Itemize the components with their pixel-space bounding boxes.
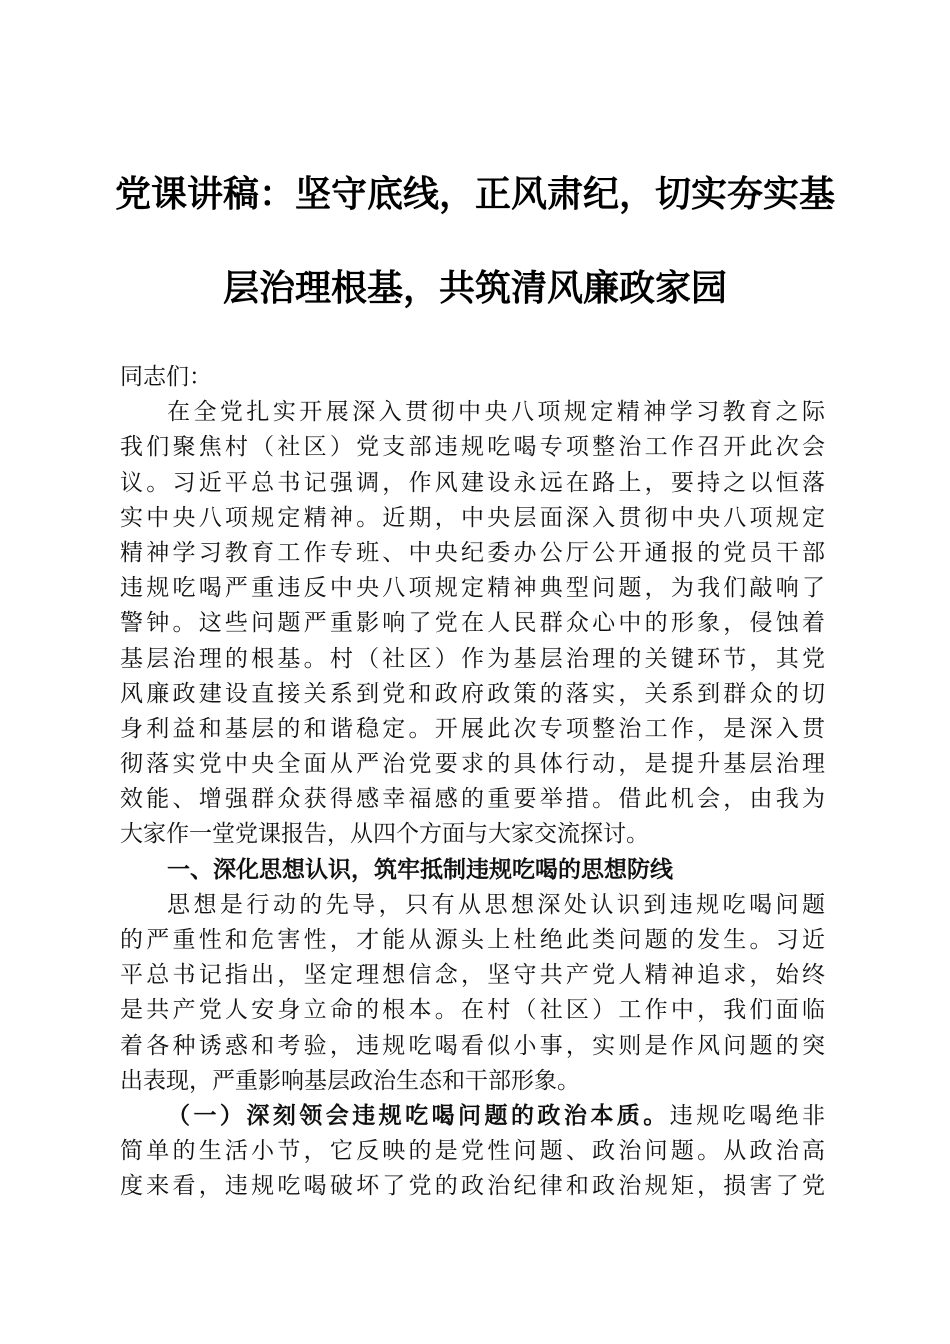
intro-line: 违规吃喝严重违反中央八项规定精神典型问题，为我们敲响了 (120, 575, 825, 602)
subsection-first-line (120, 1099, 825, 1134)
intro-line: 我们聚焦村（社区）党支部违规吃喝专项整治工作召开此次会 (120, 434, 825, 461)
intro-line: 大家作一堂党课报告，从四个方面与大家交流探讨。 (120, 821, 649, 848)
intro-line: 风廉政建设直接关系到党和政府政策的落实，关系到群众的切 (120, 680, 825, 707)
intro-line: 精神学习教育工作专班、中央纪委办公厅公开通报的党员干部 (120, 539, 825, 566)
intro-line: 基层治理的根基。村（社区）作为基层治理的关键环节，其党 (120, 645, 825, 672)
subsection-line: 简单的生活小节，它反映的是党性问题、政治问题。从政治高 (120, 1138, 825, 1165)
section-paragraph-line: 着各种诱惑和考验，违规吃喝看似小事，实则是作风问题的突 (120, 1032, 825, 1059)
section-heading: 一、深化思想认识，筑牢抵制违规吃喝的思想防线 (167, 856, 673, 883)
section-paragraph-line: 的严重性和危害性，才能从源头上杜绝此类问题的发生。习近 (120, 927, 825, 953)
intro-line: 在全党扎实开展深入贯彻中央八项规定精神学习教育之际 (167, 399, 825, 426)
document-title-line-2: 层治理根基，共筑清风廉政家园 (222, 268, 727, 309)
subsection-line: 度来看，违规吃喝破坏了党的政治纪律和政治规矩，损害了党 (120, 1173, 825, 1200)
intro-line: 议。习近平总书记强调，作风建设永远在路上，要持之以恒落 (120, 469, 825, 496)
document-title-line-1: 党课讲稿：坚守底线，正风肃纪，切实夯实基 (114, 174, 835, 215)
section-paragraph-line: 是共产党人安身立命的根本。在村（社区）工作中，我们面临 (120, 997, 825, 1024)
subsection-heading: （一）深刻领会违规吃喝问题的政治本质。 (167, 1102, 670, 1129)
intro-line: 实中央八项规定精神。近期，中央层面深入贯彻中央八项规定 (120, 504, 825, 531)
intro-line: 身利益和基层的和谐稳定。开展此次专项整治工作，是深入贯 (120, 715, 825, 742)
document-body (120, 360, 825, 1205)
intro-line: 效能、增强群众获得感幸福感的重要举措。借此机会，由我为 (120, 786, 825, 813)
intro-line: 彻落实党中央全面从严治党要求的具体行动，是提升基层治理 (120, 751, 825, 778)
section-paragraph-line: 思想是行动的先导，只有从思想深处认识到违规吃喝问题 (167, 891, 825, 918)
section-paragraph-line: 出表现，严重影响基层政治生态和干部形象。 (120, 1067, 580, 1094)
salutation: 同志们： (120, 364, 212, 390)
subsection-text: 违规吃喝绝非 (669, 1102, 826, 1129)
intro-line: 警钟。这些问题严重影响了党在人民群众心中的形象，侵蚀着 (120, 610, 825, 637)
section-paragraph-line: 平总书记指出，坚定理想信念，坚守共产党人精神追求，始终 (120, 962, 825, 989)
